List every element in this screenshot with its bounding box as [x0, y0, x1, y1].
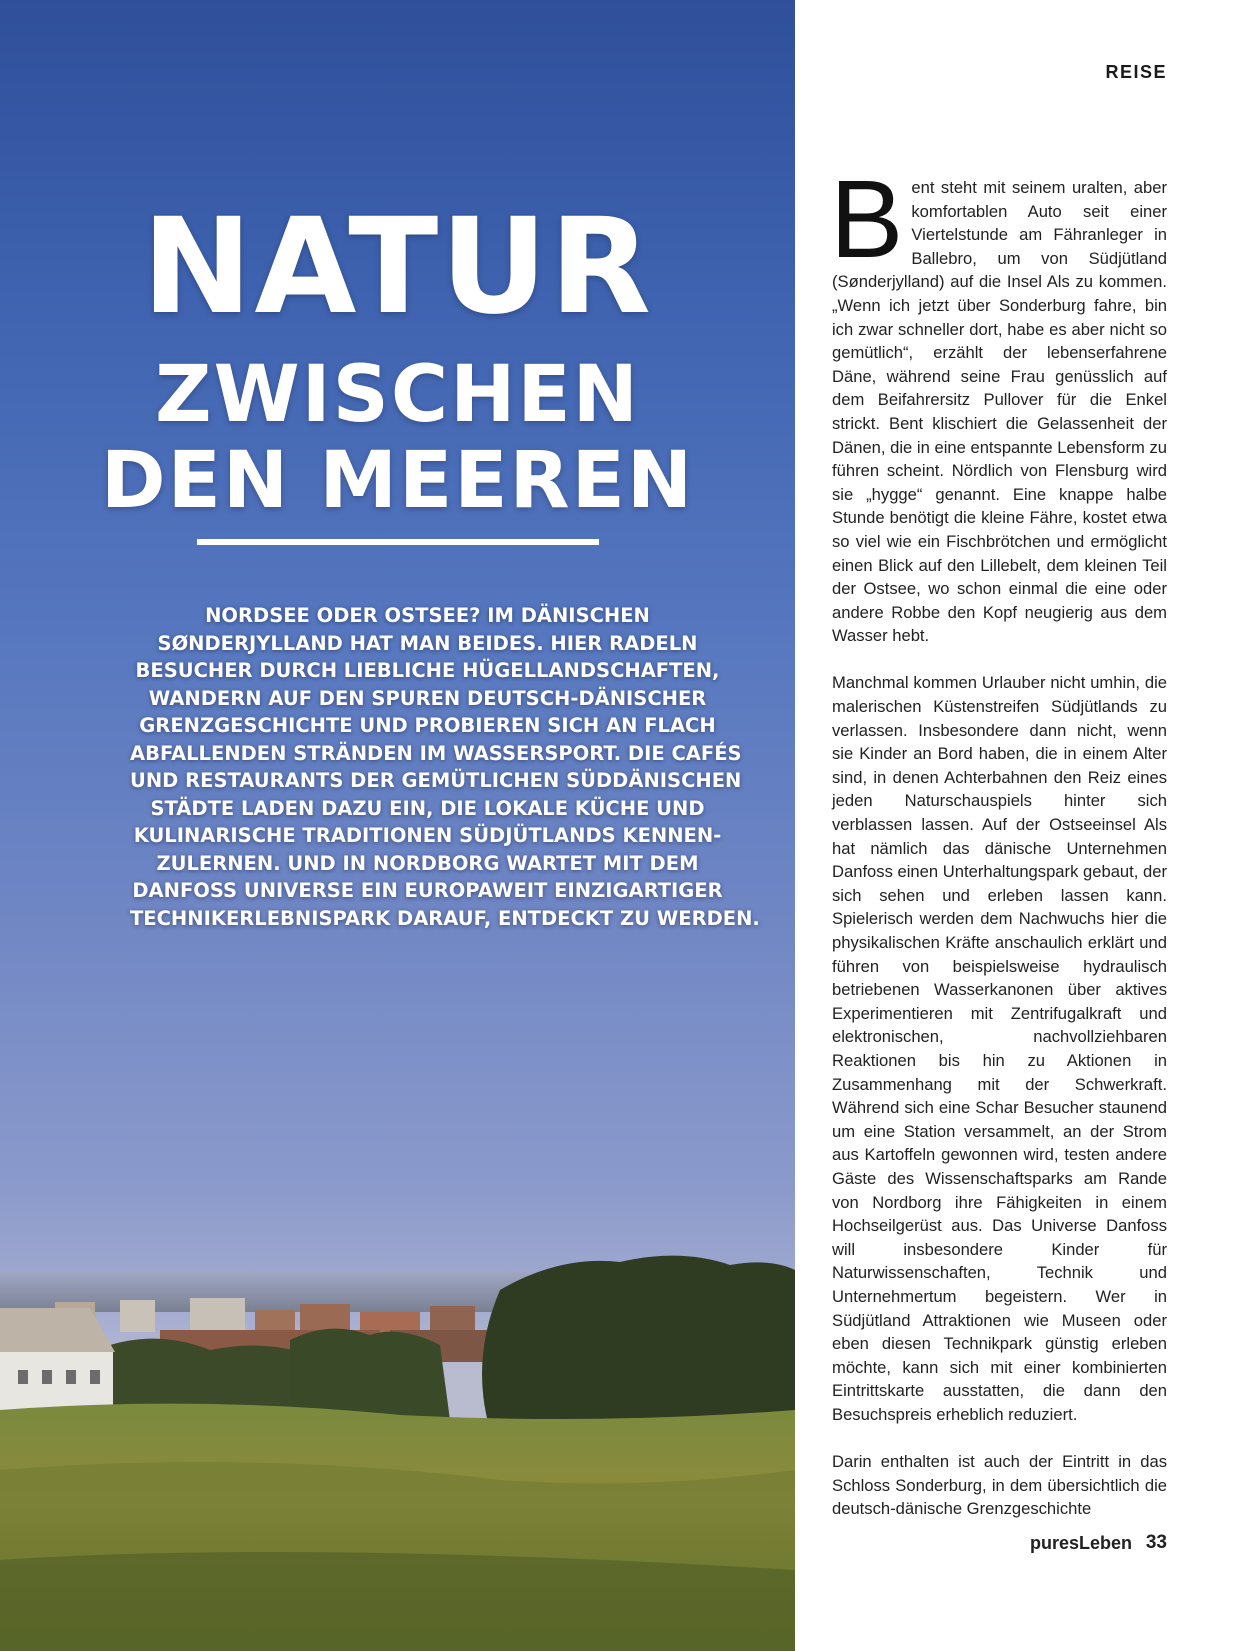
intro-line: GRENZGESCHICHTE UND PROBIEREN SICH AN FLACH	[139, 714, 716, 737]
paragraph-1-text: ent steht mit seinem uralten, aber komfortablen Auto seit einer Viertelstunde am Fähranleger in Ballebro, um von Südjütland (Sønderjylland) auf die Insel Als zu kommen. „Wenn ich jetzt über Sonderburg fahre, bin ich zwar schneller dort, habe es aber nicht so gemütlich“, erzählt der lebenserfahrene Däne, während seine Frau genüsslich auf dem Beifahrersitz Pullover für die Enkel strickt. Bent klischiert die Gelassenheit der Dänen, die in eine entspannte Lebensform zu führen scheint. Nördlich von Flensburg wird sie „hygge“ genannt. Eine knappe halbe Stunde benötigt die kleine Fähre, kostet etwa so viel wie ein Fischbrötchen und ermöglicht einen Blick auf den Lillebelt, dem kleinen Teil der Ostsee, wo schon einmal die eine oder andere Robbe den Kopf neugierig aus dem Wasser hebt.	[832, 178, 1167, 646]
intro-line: STÄDTE LADEN DAZU EIN, DIE LOKALE KÜCHE UND	[150, 796, 705, 820]
section-label: REISE	[1105, 62, 1167, 82]
intro-line: NORDSEE ODER OSTSEE? IM DÄNISCHEN	[205, 604, 650, 627]
page-number: 33	[1145, 1532, 1167, 1553]
intro-line: DANFOSS UNIVERSE EIN EUROPAWEIT EINZIGARTIGER	[132, 879, 723, 902]
paragraph-2: Manchmal kommen Urlauber nicht umhin, die malerischen Küstenstreifen Südjütlands zu verlassen. Insbesondere dann nicht, wenn sie Kinder an Bord haben, die in einem Alter sind, in denen Achterbahnen den Reiz eines jeden Naturschauspiels hinter sich verblassen lassen. Auf der Ostseeinsel Als hat nämlich das dänische Unternehmen Danfoss einen Unterhaltungspark gebaut, der sich sehen und erleben lassen kann. Spielerisch werden dem Nachwuchs hier die physikalischen Kräfte anschaulich erklärt und führen von beispielsweise hydraulisch betriebenen Wasserkanonen über aktives Experimentieren mit Zentrifugalkraft und elektronischen, nachvollziehbaren Reaktionen bis hin zu Aktionen in Zusammenhang mit der Schwerkraft. Während sich eine Schar Besucher staunend um eine Station versammelt, an der Strom aus Kartoffeln gewonnen wird, testen andere Gäste des Wissenschaftsparks am Rande von Nordborg ihre Fähigkeiten in einem Hochseilgerüst aus. Das Universe Danfoss will insbesondere Kinder für Naturwissenschaften, Technik und Unternehmertum begeistern. Wer in Südjütland Attraktionen wie Museen oder eben diesen Technikpark günstig erleben möchte, kann sich mit einer kombinierten Eintrittskarte ausstatten, die dann den Besuchspreis erheblich reduziert.	[832, 673, 1167, 1424]
headline-line-1: NATUR	[141, 190, 654, 344]
intro-line: ABFALLENDEN STRÄNDEN IM WASSERSPORT. DIE CAFÉS	[130, 741, 742, 765]
headline-line-3: DEN MEEREN	[100, 436, 695, 526]
intro-line: UND RESTAURANTS DER GEMÜTLICHEN SÜDDÄNISCHEN	[130, 769, 742, 792]
magazine-brand: puresLeben	[1029, 1533, 1132, 1553]
intro-teaser	[130, 602, 760, 932]
intro-line: BESUCHER DURCH LIEBLICHE HÜGELLANDSCHAFTEN,	[135, 659, 720, 682]
intro-line: SØNDERJYLLAND HAT MAN BEIDES. HIER RADELN	[157, 631, 698, 655]
paragraph-1	[830, 158, 1167, 648]
intro-line: TECHNIKERLEBNISPARK DARAUF, ENTDECKT ZU WERDEN.	[130, 906, 760, 930]
farmhouse	[0, 1308, 115, 1410]
article-body	[830, 158, 1167, 1521]
trees-middle	[290, 1329, 450, 1420]
trees-right	[482, 1256, 795, 1430]
intro-line: KULINARISCHE TRADITIONEN SÜDJÜTLANDS KENNEN-	[133, 824, 722, 847]
intro-line: WANDERN AUF DEN SPUREN DEUTSCH-DÄNISCHER	[148, 686, 707, 710]
drop-cap: B	[830, 158, 904, 281]
headline-line-2: ZWISCHEN	[155, 350, 640, 440]
headline-divider	[197, 539, 599, 545]
paragraph-3: Darin enthalten ist auch der Eintritt in das Schloss Sonderburg, in dem übersichtlich die deutsch-dänische Grenzgeschichte	[832, 1452, 1167, 1519]
intro-line: ZULERNEN. UND IN NORDBORG WARTET MIT DEM	[156, 851, 699, 875]
